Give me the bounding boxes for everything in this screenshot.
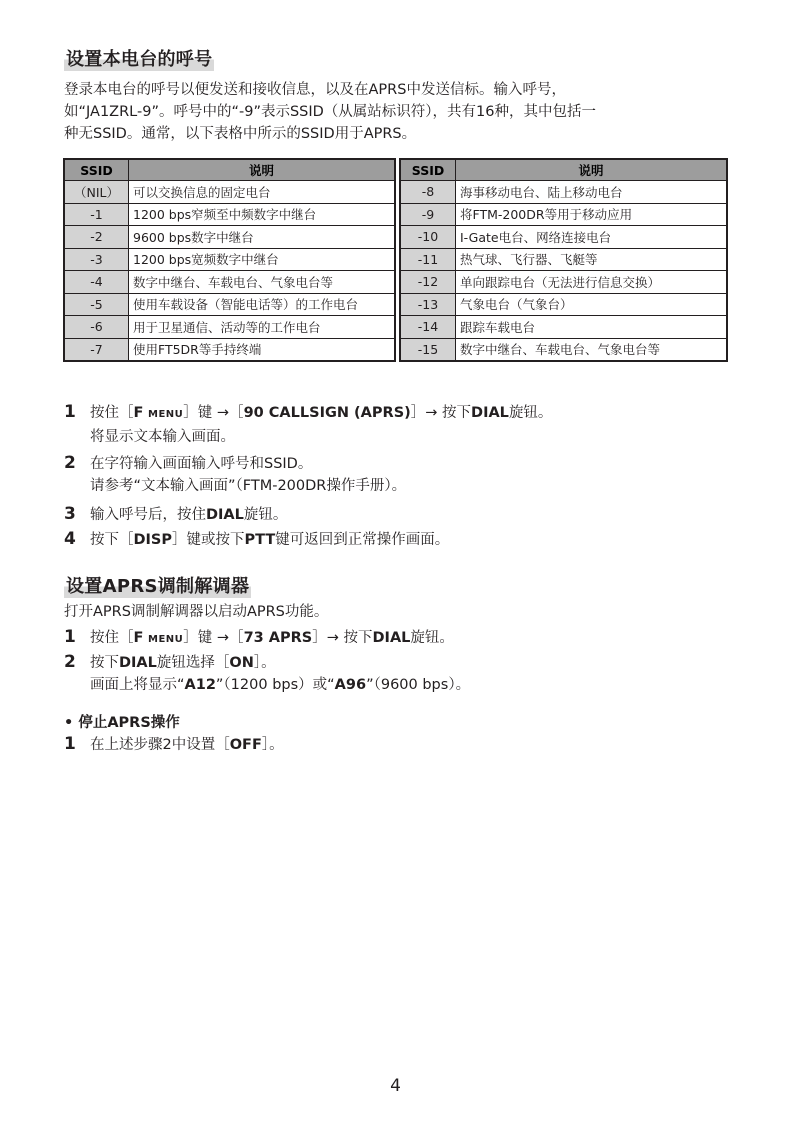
table-row: [401, 293, 727, 316]
key-label: DIAL: [372, 630, 411, 646]
ssid-cell: -3: [65, 248, 129, 271]
callsign-step-4: [64, 528, 449, 551]
description-cell: 用于卫星通信、活动等的工作电台: [129, 316, 395, 339]
step-text: 在上述步骤2中设置［: [90, 737, 230, 753]
step-number: 4: [64, 529, 76, 549]
key-label: DIAL: [119, 655, 157, 671]
ssid-table-left: [64, 159, 395, 361]
step-text: ”（9600 bps）。: [366, 677, 471, 693]
table-row: [401, 203, 727, 226]
ssid-cell: -12: [401, 271, 456, 294]
step-text: 在字符输入画面输入呼号和SSID。: [90, 456, 313, 472]
step-number: 1: [64, 402, 76, 422]
description-cell: 数字中继台、车载电台、气象电台等: [456, 338, 727, 361]
step-text: ］。: [261, 737, 284, 753]
step-text: 旋钮。: [508, 405, 553, 421]
ssid-cell: -14: [401, 316, 456, 339]
description-cell: 9600 bps数字中继台: [129, 226, 395, 249]
description-cell: 使用FT5DR等手持终端: [129, 338, 395, 361]
step-number: 1: [64, 734, 76, 754]
table-row: [65, 203, 395, 226]
col-header-ssid: SSID: [65, 160, 129, 181]
key-label: MENU: [148, 634, 184, 645]
ssid-cell: -8: [401, 181, 456, 204]
display-indicator: A12: [184, 677, 216, 693]
step-text: ”（1200 bps）或“: [215, 677, 335, 693]
ssid-cell: -13: [401, 293, 456, 316]
page-number: 4: [390, 1076, 401, 1096]
section-heading-callsign: 设置本电台的呼号: [64, 45, 214, 71]
description-cell: 热气球、飞行器、飞艇等: [456, 248, 727, 271]
aprs-step-1: [64, 626, 454, 651]
description-cell: 数字中继台、车载电台、气象电台等: [129, 271, 395, 294]
key-label: F: [133, 405, 144, 421]
table-row: [65, 316, 395, 339]
table-row: [401, 316, 727, 339]
stop-aprs-step-1: [64, 733, 284, 756]
step-number: 2: [64, 453, 76, 473]
description-cell: 单向跟踪电台（无法进行信息交换）: [456, 271, 727, 294]
col-header-description: 说明: [129, 160, 395, 181]
step-subtext: [64, 674, 470, 696]
step-text: 键可返回到正常操作画面。: [275, 532, 450, 548]
ssid-cell: -1: [65, 203, 129, 226]
key-label: DIAL: [471, 405, 509, 421]
setting-value: ON: [229, 655, 254, 671]
description-cell: 可以交换信息的固定电台: [129, 181, 395, 204]
step-text: ］键 →［: [183, 630, 244, 646]
menu-item-label: 73 APRS: [243, 630, 313, 646]
step-text: 输入呼号后，按住: [90, 507, 206, 523]
description-cell: 跟踪车载电台: [456, 316, 727, 339]
table-row: [401, 248, 727, 271]
table-row: [65, 181, 395, 204]
step-text: ］键 →［: [183, 405, 244, 421]
table-header-row: [65, 160, 395, 181]
table-row: [65, 293, 395, 316]
step-text: ］→ 按下: [312, 630, 373, 646]
ssid-cell: -10: [401, 226, 456, 249]
callsign-step-2: [64, 452, 406, 497]
key-label: F: [133, 630, 144, 646]
table-row: [65, 226, 395, 249]
table-row: [401, 226, 727, 249]
ssid-table-right: [400, 159, 727, 361]
table-row: [65, 338, 395, 361]
step-text: 旋钮选择［: [156, 655, 230, 671]
stop-aprs-heading: • 停止APRS操作: [64, 715, 180, 731]
aprs-step-2: [64, 651, 470, 696]
setting-value: OFF: [229, 737, 262, 753]
display-indicator: A96: [334, 677, 367, 693]
ssid-cell: -9: [401, 203, 456, 226]
table-header-row: [401, 160, 727, 181]
ssid-cell: （NIL）: [65, 181, 129, 204]
step-text: 按住［: [90, 405, 134, 421]
table-row: [401, 181, 727, 204]
step-text: 按下: [90, 655, 119, 671]
key-label: DISP: [133, 532, 173, 548]
intro-line: 登录本电台的呼号以便发送和接收信息，以及在APRS中发送信标。输入呼号，: [64, 82, 566, 98]
description-cell: 将FTM-200DR等用于移动应用: [456, 203, 727, 226]
description-cell: 1200 bps宽频数字中继台: [129, 248, 395, 271]
step-number: 2: [64, 652, 76, 672]
ssid-cell: -2: [65, 226, 129, 249]
step-text: 旋钮。: [243, 507, 288, 523]
step-subtext: 请参考“文本输入画面”（FTM-200DR操作手册）。: [90, 478, 407, 494]
ssid-cell: -11: [401, 248, 456, 271]
table-row: [65, 248, 395, 271]
step-text: 旋钮。: [410, 630, 454, 646]
aprs-intro-paragraph: 打开APRS调制解调器以启动APRS功能。: [64, 604, 329, 620]
ssid-cell: -4: [65, 271, 129, 294]
description-cell: 海事移动电台、陆上移动电台: [456, 181, 727, 204]
ssid-cell: -15: [401, 338, 456, 361]
callsign-intro-paragraph: [64, 79, 730, 145]
intro-line: 如“JA1ZRL-9”。呼号中的“-9”表示SSID（从属站标识符），共有16种，其中包括一: [64, 104, 597, 120]
step-text: ］。: [253, 655, 276, 671]
description-cell: 1200 bps窄频至中频数字中继台: [129, 203, 395, 226]
step-text: ］→ 按下: [410, 405, 472, 421]
table-row: [401, 338, 727, 361]
col-header-description: 说明: [456, 160, 727, 181]
callsign-step-3: [64, 503, 287, 526]
description-cell: 气象电台（气象台）: [456, 293, 727, 316]
menu-item-label: 90 CALLSIGN (APRS): [243, 405, 411, 421]
key-label: MENU: [148, 409, 184, 420]
step-text: ］键或按下: [172, 532, 245, 548]
key-label: PTT: [244, 532, 276, 548]
table-row: [401, 271, 727, 294]
section-heading-aprs-modem: 设置APRS调制解调器: [64, 572, 251, 598]
key-label: DIAL: [206, 507, 244, 523]
callsign-step-1: [64, 401, 552, 448]
ssid-cell: -6: [65, 316, 129, 339]
step-text: 画面上将显示“: [90, 677, 185, 693]
description-cell: 使用车载设备（智能电话等）的工作电台: [129, 293, 395, 316]
intro-line: 种无SSID。通常，以下表格中所示的SSID用于APRS。: [64, 126, 417, 142]
col-header-ssid: SSID: [401, 160, 456, 181]
ssid-cell: -5: [65, 293, 129, 316]
table-row: [65, 271, 395, 294]
step-number: 1: [64, 627, 76, 647]
step-subtext: 将显示文本输入画面。: [90, 429, 235, 445]
step-text: 按住［: [90, 630, 134, 646]
step-number: 3: [64, 504, 76, 524]
step-text: 按下［: [90, 532, 134, 548]
description-cell: I-Gate电台、网络连接电台: [456, 226, 727, 249]
ssid-cell: -7: [65, 338, 129, 361]
